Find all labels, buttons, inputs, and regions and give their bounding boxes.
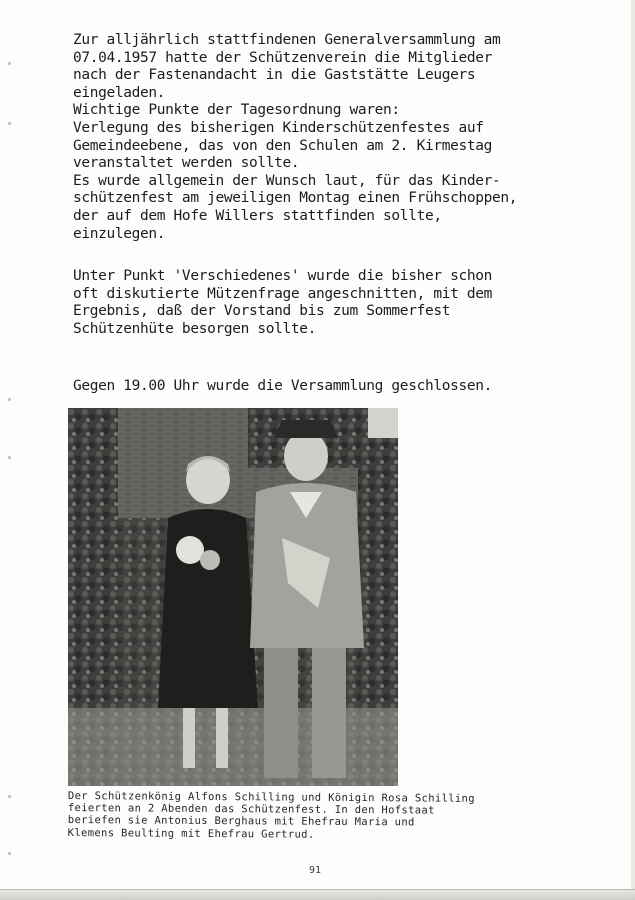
photo-caption: Der Schützenkönig Alfons Schilling und Königin Rosa Schilling feierten an 2 Abenden das Schützenfest. In den Hofstaat beriefen sie Antonius Berghaus mit Ehefrau Maria und Klemens Beulting mit Ehefrau Gertrud. [67, 790, 475, 841]
margin-mark [8, 398, 11, 401]
margin-mark [8, 62, 11, 65]
portrait-photo-icon [68, 408, 398, 786]
margin-mark [8, 852, 11, 855]
miscellaneous-paragraph: Unter Punkt 'Verschiedenes' wurde die bisher schon oft diskutierte Mützenfrage angeschnitten, mit dem Ergebnis, daß der Vorstand bis zum Sommerfest Schützenhüte besorgen sollte. [73, 268, 492, 337]
meeting-paragraph: Zur alljährlich stattfindenen Generalversammlung am 07.04.1957 hatte der Schützenverein die Mitglieder nach der Fastenandacht in die Gaststätte Leugers eingeladen. Wichtige Punkte der Tagesordnung waren: Verlegung des bisherigen Kinderschützenfestes auf Gemeindeebene, das von den Schulen am 2. Kirmestag veranstaltet werden sollte. Es wurde allgemein der Wunsch laut, für das Kinder- schützenfest am jeweiligen Montag einen Frühschoppen, der auf dem Hofe Willers stattfinden sollte, einzulegen. [73, 32, 518, 242]
margin-mark [8, 795, 11, 798]
margin-mark [8, 456, 11, 459]
closing-sentence: Gegen 19.00 Uhr wurde die Versammlung geschlossen. [73, 378, 492, 394]
page-bottom-edge [0, 889, 635, 900]
margin-mark [8, 122, 11, 125]
page-right-edge [631, 0, 635, 900]
page-number: 91 [309, 865, 322, 876]
portrait-photo [68, 408, 398, 786]
